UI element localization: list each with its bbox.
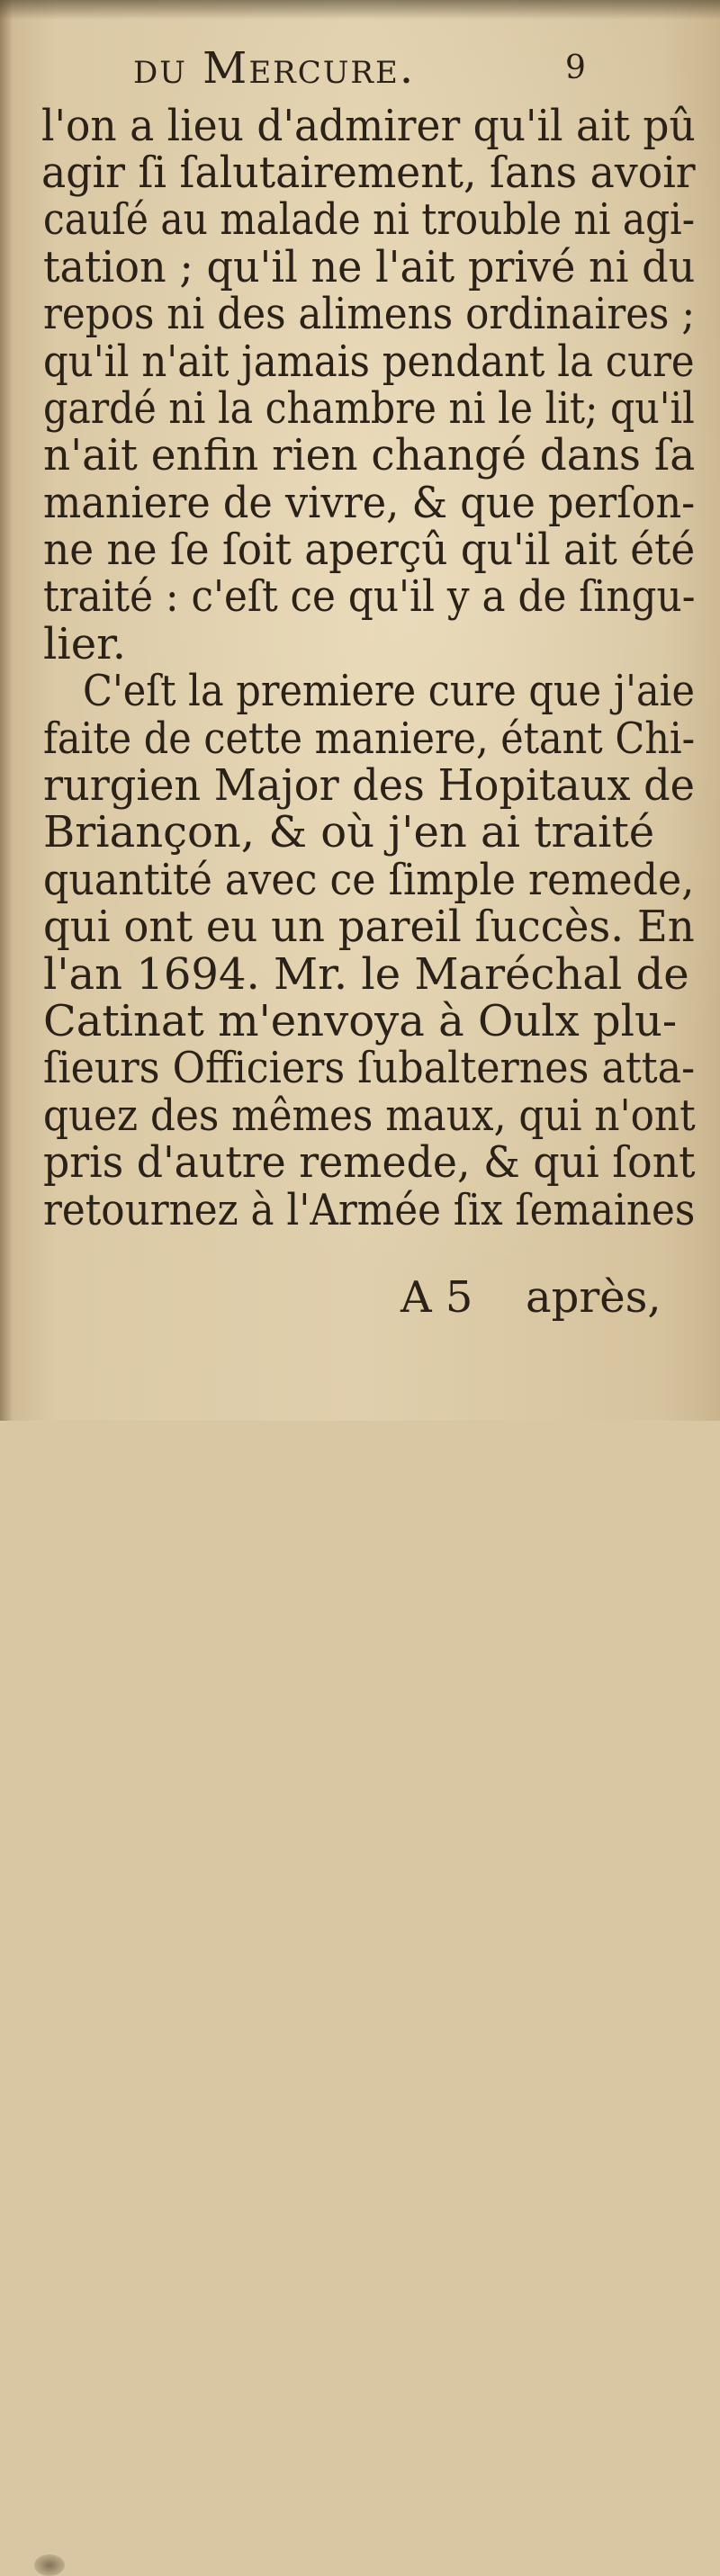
running-title: du Mercure. bbox=[133, 43, 416, 94]
text-line: l'an 1694. Mr. le Maréchal de bbox=[43, 949, 689, 1000]
text-line: cauſé au malade ni trouble ni agi- bbox=[43, 194, 696, 245]
text-line: n'ait enfin rien changé dans ſa bbox=[43, 430, 696, 480]
page-number: 9 bbox=[565, 49, 586, 86]
text-line: agir ſi ſalutairement, ſans avoir bbox=[41, 148, 696, 198]
text-line: qui ont eu un pareil ſuccès. En bbox=[43, 902, 695, 952]
catchword: après, bbox=[526, 1272, 662, 1323]
text-line: rurgien Major des Hopitaux de bbox=[43, 760, 695, 811]
text-line: pris d'autre remede, & qui ſont bbox=[43, 1137, 696, 1188]
text-line: lier. bbox=[43, 619, 127, 669]
page-top-shadow bbox=[0, 0, 720, 20]
text-line: l'on a lieu d'admirer qu'il ait pû bbox=[41, 101, 696, 151]
text-line: maniere de vivre, & que perſon- bbox=[43, 478, 696, 528]
signature-mark: A 5 bbox=[400, 1272, 473, 1323]
text-line: gardé ni la chambre ni le lit; qu'il bbox=[43, 383, 695, 434]
text-line: retournez à l'Armée ſix ſemaines bbox=[43, 1185, 696, 1235]
ink-smudge bbox=[34, 2554, 65, 2576]
text-line: ne ne ſe ſoit aperçû qu'il ait été bbox=[43, 525, 696, 575]
text-line: quez des mêmes maux, qui n'ont bbox=[43, 1091, 696, 1141]
page-gutter-shadow bbox=[0, 0, 13, 1421]
text-line: tation ; qu'il ne l'ait privé ni du bbox=[43, 242, 696, 292]
text-line: Briançon, & où j'en ai traité bbox=[43, 807, 655, 857]
text-line: Catinat m'envoya à Oulx plu- bbox=[43, 996, 678, 1046]
text-line: qu'il n'ait jamais pendant la cure bbox=[43, 337, 695, 387]
text-line: ſieurs Officiers ſubalternes atta- bbox=[43, 1043, 696, 1093]
page-header bbox=[0, 43, 720, 97]
text-line: faite de cette maniere, étant Chi- bbox=[43, 714, 696, 764]
text-line: quantité avec ce ſimple remede, bbox=[43, 855, 695, 905]
text-line-paragraph-start: C'eſt la premiere cure que j'aie bbox=[83, 666, 695, 716]
text-line: repos ni des alimens ordinaires ; bbox=[43, 289, 696, 339]
text-line: traité : c'eſt ce qu'il y a de ſingu- bbox=[43, 571, 696, 622]
page-footer bbox=[0, 1270, 720, 1324]
